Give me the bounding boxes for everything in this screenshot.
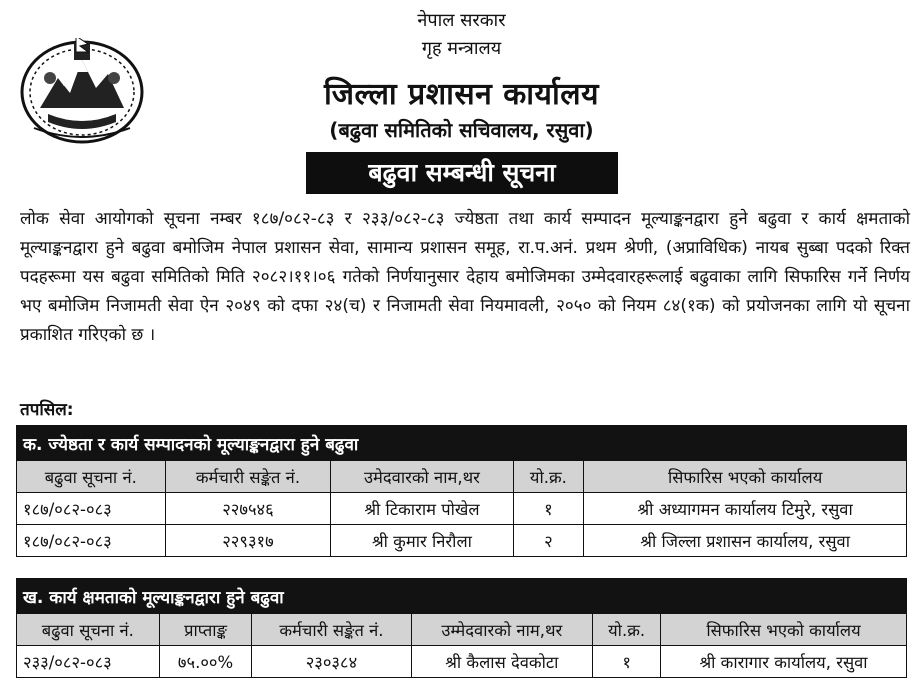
table-cell: श्री कारागार कार्यालय, रसुवा (661, 646, 907, 678)
government-title: नेपाल सरकार (417, 10, 506, 31)
table2-header: उम्मेदवारको नाम,थर (411, 614, 593, 646)
office-subtitle: (बढुवा समितिको सचिवालय, रसुवा) (329, 118, 594, 142)
table2-header: बढुवा सूचना नं. (17, 614, 160, 646)
table2-header: कर्मचारी सङ्केत नं. (252, 614, 411, 646)
table1-header: यो.क्र. (513, 461, 584, 493)
table-cell: १८७/०८२-०८३ (17, 493, 166, 525)
table1-section-title: क. ज्येष्ठता र कार्य सम्पादनको मूल्याङ्कनद्वारा हुने बढुवा (17, 426, 907, 461)
table-cell: श्री कैलास देवकोटा (411, 646, 593, 678)
table-cell: १ (593, 646, 661, 678)
table-cell: २३३/०८२-०८३ (17, 646, 160, 678)
table-cell: श्री टिकाराम पोखेल (331, 493, 513, 525)
table-cell: श्री जिल्ला प्रशासन कार्यालय, रसुवा (584, 525, 907, 557)
table-cell: ७५.००% (159, 646, 252, 678)
table-cell: श्री कुमार निरौला (331, 525, 513, 557)
table1-header: उमेदवारको नाम,थर (331, 461, 513, 493)
table-cell: २२९३१७ (165, 525, 331, 557)
table-cell: २ (513, 525, 584, 557)
table-cell: श्री अध्यागमन कार्यालय टिमुरे, रसुवा (584, 493, 907, 525)
tapsil-label: तपसिल: (20, 400, 74, 420)
notice-paragraph: लोक सेवा आयोगको सूचना नम्बर १८७/०८२-८३ र २३३/०८२-८३ ज्येष्ठता तथा कार्य सम्पादन मूल्याङ्कनद्वारा हुने बढुवा र कार्य क्षमताको मूल्याङ्कनद्वारा हुने बढुवा बमोजिम नेपाल प्रशासन सेवा, सामान्य प्रशासन समूह, रा.प.अनं. प्रथम श्रेणी, (अप्राविधिक) नायब सुब्बा पदको रिक्त पदहरूमा यस बढुवा समितिको मिति २०८२।११।०६ गतेको निर्णयानुसार देहाय बमोजिमका उम्मेदवारहरूलाई बढुवाका लागि सिफारिस गर्ने निर्णय भए बमोजिम निजामती सेवा ऐन २०४९ को दफा २४(च) र निजामती सेवा नियमावली, २०५० को नियम ८४(१क) को प्रयोजनका लागि यो सूचना प्रकाशित गरिएको छ । (20, 209, 910, 345)
table-cell: २३०३८४ (252, 646, 411, 678)
notice-title-banner: बढुवा सम्बन्धी सूचना (306, 152, 618, 194)
table1-header: बढुवा सूचना नं. (17, 461, 166, 493)
table2-header: यो.क्र. (593, 614, 661, 646)
table2-header: प्राप्ताङ्क (159, 614, 252, 646)
seniority-promotion-table (16, 425, 907, 557)
office-title: जिल्ला प्रशासन कार्यालय (324, 77, 599, 112)
table1-header: कर्मचारी सङ्केत नं. (165, 461, 331, 493)
capacity-promotion-table (16, 578, 907, 678)
table-cell: १८७/०८२-०८३ (17, 525, 166, 557)
table-row (17, 525, 907, 557)
table2-header: सिफारिस भएको कार्यालय (661, 614, 907, 646)
ministry-title: गृह मन्त्रालय (421, 38, 502, 59)
table1-header: सिफारिस भएको कार्यालय (584, 461, 907, 493)
table-cell: १ (513, 493, 584, 525)
table-cell: २२७५४६ (165, 493, 331, 525)
table-row (17, 646, 907, 678)
table2-section-title: ख. कार्य क्षमताको मूल्याङ्कनद्वारा हुने बढुवा (17, 579, 907, 614)
table-row (17, 493, 907, 525)
